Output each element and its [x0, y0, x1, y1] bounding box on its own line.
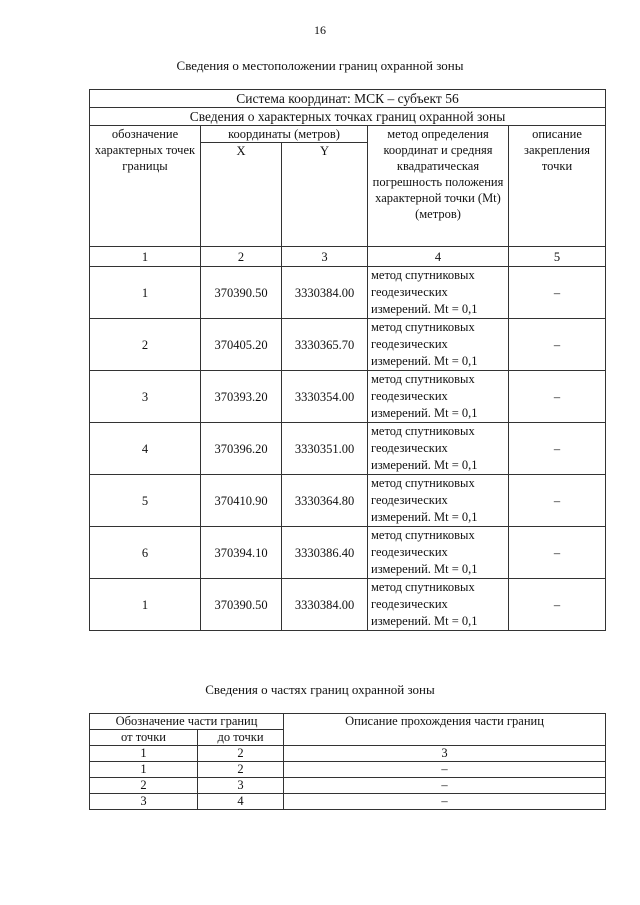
cell-description: –	[284, 794, 606, 810]
cell-y: 3330354.00	[282, 371, 368, 423]
header-to: до точки	[198, 730, 284, 746]
cell-method: метод спутниковых геодезических измерений. Mt = 0,1	[368, 371, 509, 423]
header-coords: координаты (метров)	[201, 126, 368, 143]
coords-header-row	[90, 126, 606, 143]
cell-point: 6	[90, 527, 201, 579]
table-row	[90, 778, 606, 794]
header-method: метод определения координат и средняя квадратическая погрешность положения характерной точки (Mt) (метров)	[368, 126, 509, 247]
cell-point: 1	[90, 267, 201, 319]
cell-point: 5	[90, 475, 201, 527]
cell-fixing: –	[509, 423, 606, 475]
header-fixing: описание закрепления точки	[509, 126, 606, 247]
cell-x: 370390.50	[201, 267, 282, 319]
cell-y: 3330384.00	[282, 267, 368, 319]
cell-from: 1	[90, 746, 198, 762]
coordinate-system: Система координат: МСК – субъект 56	[90, 90, 606, 108]
cell-point: 2	[90, 319, 201, 371]
cell-method: метод спутниковых геодезических измерений. Mt = 0,1	[368, 267, 509, 319]
page-number: 16	[314, 23, 326, 37]
coords-section-row	[90, 108, 606, 126]
header-x: X	[201, 143, 282, 247]
table-row	[90, 762, 606, 778]
cell-fixing: –	[509, 371, 606, 423]
column-numbers-row	[90, 247, 606, 267]
cell-method: метод спутниковых геодезических измерений. Mt = 0,1	[368, 527, 509, 579]
cell-description: –	[284, 762, 606, 778]
cell-y: 3330384.00	[282, 579, 368, 631]
coords-section-title: Сведения о характерных точках границ охранной зоны	[90, 108, 606, 126]
header-point: обозначение характерных точек границы	[90, 126, 201, 247]
cell-method: метод спутниковых геодезических измерений. Mt = 0,1	[368, 475, 509, 527]
cell-x: 370393.20	[201, 371, 282, 423]
cell-fixing: –	[509, 527, 606, 579]
header-description: Описание прохождения части границ	[284, 714, 606, 746]
table-row	[90, 746, 606, 762]
cell-method: метод спутниковых геодезических измерений. Mt = 0,1	[368, 423, 509, 475]
cell-to: 4	[198, 794, 284, 810]
table-row	[90, 794, 606, 810]
cell-y: 3330365.70	[282, 319, 368, 371]
table-row	[90, 423, 606, 475]
cell-from: 3	[90, 794, 198, 810]
cell-x: 370410.90	[201, 475, 282, 527]
cell-from: 2	[90, 778, 198, 794]
header-part: Обозначение части границ	[90, 714, 284, 730]
cell-x: 370394.10	[201, 527, 282, 579]
cell-x: 370396.20	[201, 423, 282, 475]
cell-description: 3	[284, 746, 606, 762]
cell-fixing: –	[509, 319, 606, 371]
table-row	[90, 579, 606, 631]
cell-y: 3330351.00	[282, 423, 368, 475]
table-row	[90, 527, 606, 579]
coords-system-row	[90, 90, 606, 108]
column-number: 2	[201, 247, 282, 267]
cell-x: 370390.50	[201, 579, 282, 631]
cell-from: 1	[90, 762, 198, 778]
table-row	[90, 267, 606, 319]
cell-fixing: –	[509, 579, 606, 631]
column-number: 3	[282, 247, 368, 267]
table-row	[90, 319, 606, 371]
cell-point: 3	[90, 371, 201, 423]
cell-y: 3330386.40	[282, 527, 368, 579]
header-y: Y	[282, 143, 368, 247]
cell-to: 2	[198, 746, 284, 762]
cell-description: –	[284, 778, 606, 794]
coordinates-table	[89, 89, 606, 631]
cell-to: 2	[198, 762, 284, 778]
column-number: 4	[368, 247, 509, 267]
cell-x: 370405.20	[201, 319, 282, 371]
cell-fixing: –	[509, 475, 606, 527]
column-number: 5	[509, 247, 606, 267]
cell-point: 4	[90, 423, 201, 475]
parts-table	[89, 713, 606, 810]
table-row	[90, 371, 606, 423]
coords-heading: Сведения о местоположении границ охранной зоны	[176, 58, 464, 73]
cell-method: метод спутниковых геодезических измерений. Mt = 0,1	[368, 319, 509, 371]
parts-header-row	[90, 714, 606, 730]
column-number: 1	[90, 247, 201, 267]
header-from: от точки	[90, 730, 198, 746]
cell-fixing: –	[509, 267, 606, 319]
cell-to: 3	[198, 778, 284, 794]
parts-heading: Сведения о частях границ охранной зоны	[205, 682, 435, 697]
cell-method: метод спутниковых геодезических измерений. Mt = 0,1	[368, 579, 509, 631]
cell-y: 3330364.80	[282, 475, 368, 527]
table-row	[90, 475, 606, 527]
cell-point: 1	[90, 579, 201, 631]
